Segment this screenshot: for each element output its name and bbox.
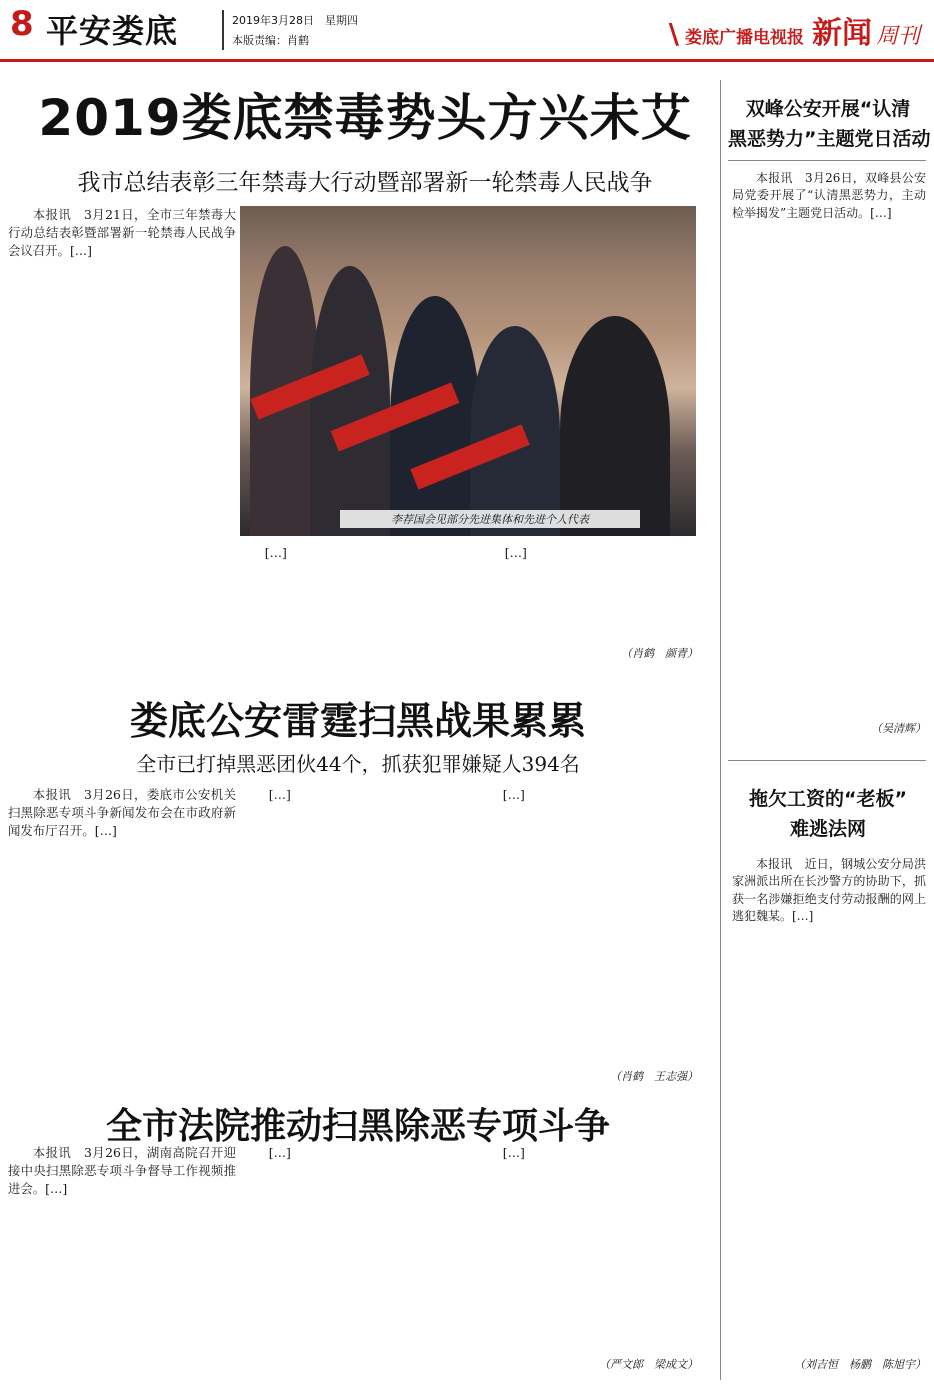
story3-column-2-text: […]	[268, 1145, 291, 1160]
side1-byline: （吴清辉）	[871, 722, 926, 735]
side1-rule	[728, 160, 926, 161]
brand-slash-icon: \	[668, 17, 679, 50]
lead-subhead: 我市总结表彰三年禁毒大行动暨部署新一轮禁毒人民战争	[77, 170, 653, 196]
story3-column-2	[244, 1144, 468, 1374]
story3-column-3-text: […]	[502, 1145, 525, 1160]
brand-news-logo: 新闻	[811, 16, 872, 51]
lead-column-3	[480, 544, 698, 644]
side2-headline-line2: 难逃法网	[789, 818, 866, 840]
story2-column-2	[244, 786, 468, 1086]
brand-weekly-label: 周刊	[875, 24, 920, 49]
story2-column-1-text: 本报讯 3月26日，娄底市公安机关扫黑除恶专项斗争新闻发布会在市政府新闻发布厅召开。[…]	[8, 787, 236, 838]
story3-byline: （严文郎 梁成文）	[599, 1358, 698, 1371]
side2-byline: （刘吉恒 杨鹏 陈旭宇）	[794, 1358, 926, 1371]
story2-subhead: 全市已打掉黑恶团伙44个，抓获犯罪嫌疑人394名	[136, 752, 580, 776]
side2-top-rule	[728, 760, 926, 761]
side2-body	[732, 856, 926, 1352]
lead-column-3-text: […]	[504, 545, 527, 560]
masthead-header	[0, 0, 934, 62]
section-title: 平安娄底	[46, 12, 179, 50]
story3-column-1-text: 本报讯 3月26日，湖南高院召开迎接中央扫黑除恶专项斗争督导工作视频推进会。[…]	[8, 1145, 236, 1196]
lead-column-2-text: […]	[264, 545, 287, 560]
side1-body	[732, 170, 926, 716]
newspaper-brand	[669, 8, 920, 52]
page-editor: 本版责编：肖鹤	[232, 34, 309, 47]
lead-photo	[240, 206, 696, 536]
lead-column-1	[8, 206, 236, 662]
issue-date: 2019年3月28日 星期四	[232, 14, 358, 27]
story3-headline: 全市法院推动扫黑除恶专项斗争	[105, 1106, 610, 1147]
story2-column-3	[478, 786, 698, 1066]
side1-headline-line2: 黑恶势力”主题党日活动	[728, 128, 931, 150]
story2-column-2-text: […]	[268, 787, 291, 802]
lead-headline: 2019娄底禁毒势头方兴未艾	[38, 89, 692, 147]
story2-byline: （肖鹤 王志强）	[610, 1070, 698, 1083]
sidebar-divider	[720, 80, 721, 1380]
side2-headline-line1: 拖欠工资的“老板”	[749, 788, 907, 810]
lead-column-2	[240, 544, 464, 664]
side1-headline-line1: 双峰公安开展“认清	[745, 98, 911, 120]
photo-caption: 李荐国会见部分先进集体和先进个人代表	[340, 510, 640, 528]
story3-column-1	[8, 1144, 236, 1374]
lead-byline: （肖鹤 颜青）	[621, 647, 698, 660]
story2-column-3-text: […]	[502, 787, 525, 802]
page-number: 8	[10, 4, 34, 44]
story3-column-3	[478, 1144, 698, 1354]
story2-headline: 娄底公安雷霆扫黑战果累累	[129, 699, 586, 743]
side2-body-text: 本报讯 近日，钢城公安分局洪家洲派出所在长沙警方的协助下，抓获一名涉嫌拒绝支付劳动报酬的网上逃犯魏某。[…]	[732, 857, 926, 923]
header-divider	[222, 10, 224, 50]
story2-column-1	[8, 786, 236, 1086]
lead-column-1-text: 本报讯 3月21日，全市三年禁毒大行动总结表彰暨部署新一轮禁毒人民战争会议召开。[…]	[8, 207, 236, 258]
brand-station-name: 娄底广播电视报	[684, 28, 804, 48]
side1-body-text: 本报讯 3月26日，双峰县公安局党委开展了“认清黑恶势力，主动检举揭发”主题党日活动。[…]	[732, 171, 926, 220]
